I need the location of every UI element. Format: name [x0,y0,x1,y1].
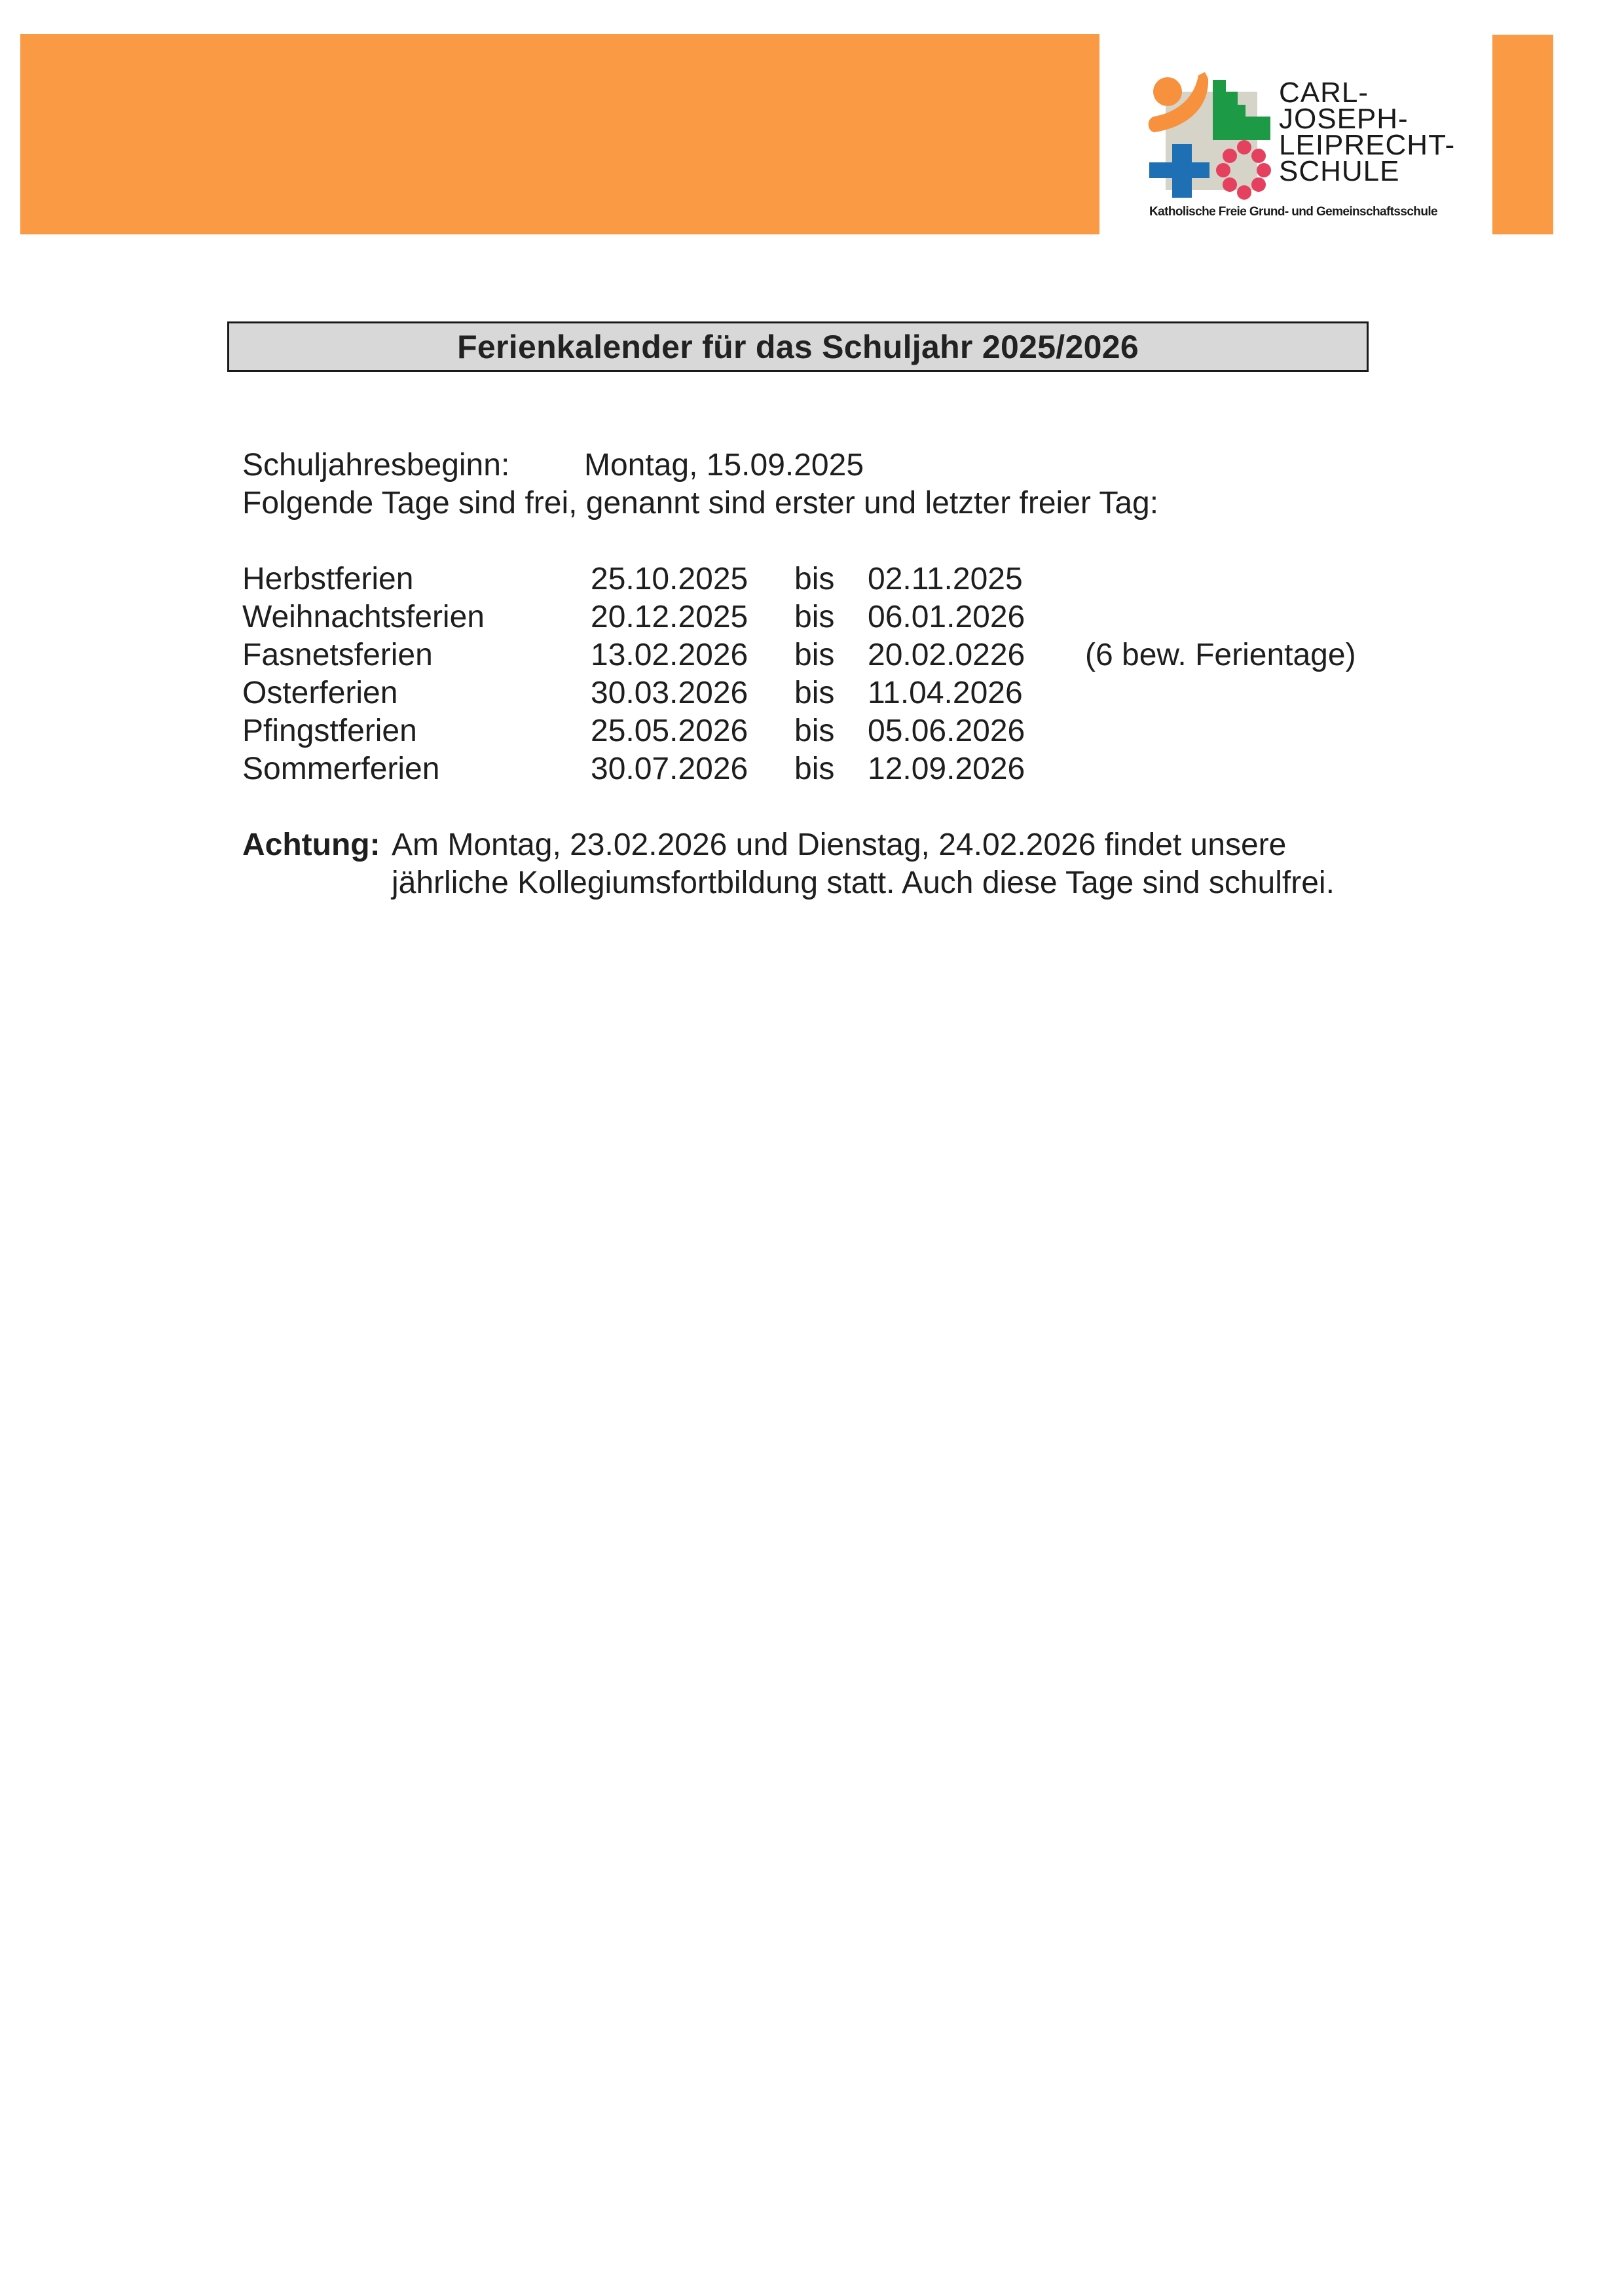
holiday-name: Sommerferien [242,752,440,786]
holiday-to: 02.11.2025 [868,562,1023,596]
holiday-name: Herbstferien [242,562,414,596]
holiday-from: 30.03.2026 [591,676,748,710]
holiday-row [242,712,1395,750]
holiday-name: Osterferien [242,676,398,710]
logo-green-steps [1213,80,1270,140]
title-box [227,321,1369,372]
notice-text [392,826,1335,902]
holiday-name: Fasnetsferien [242,638,433,672]
school-start-value: Montag, 15.09.2025 [584,448,864,483]
holiday-separator: bis [794,638,835,672]
school-name-line: LEIPRECHT- [1279,129,1456,161]
holiday-from: 25.05.2026 [591,714,748,748]
header-banner-left [20,34,1099,234]
holiday-name: Pfingstferien [242,714,417,748]
holiday-row [242,750,1395,788]
notice-label: Achtung: [242,828,380,862]
holiday-separator: bis [794,714,835,748]
school-logo-icon [1147,72,1272,200]
school-subtitle: Katholische Freie Grund- und Gemeinschaftsschule [1149,205,1437,219]
school-name [1279,77,1456,187]
notice-line: Am Montag, 23.02.2026 und Dienstag, 24.02.2026 findet unsere [392,828,1287,862]
holiday-to: 06.01.2026 [868,600,1025,634]
holiday-to: 05.06.2026 [868,714,1025,748]
holiday-from: 20.12.2025 [591,600,748,634]
holiday-to: 20.02.0226 [868,638,1025,672]
holiday-from: 25.10.2025 [591,562,748,596]
holiday-table [242,560,1395,788]
holiday-name: Weihnachtsferien [242,600,485,634]
holiday-from: 13.02.2026 [591,638,748,672]
holiday-separator: bis [794,562,835,596]
notice-line: jährliche Kollegiumsfortbildung statt. Auch diese Tage sind schulfrei. [392,866,1335,900]
holiday-row [242,598,1395,636]
holiday-separator: bis [794,676,835,710]
holiday-separator: bis [794,600,835,634]
holiday-row [242,674,1395,712]
school-name-line: SCHULE [1279,155,1400,187]
holiday-row [242,636,1395,674]
intro-text: Folgende Tage sind frei, genannt sind erster und letzter freier Tag: [242,486,1159,520]
school-start-label: Schuljahresbeginn: [242,448,510,483]
school-name-line: CARL- [1279,77,1369,109]
holiday-row [242,560,1395,598]
holiday-separator: bis [794,752,835,786]
page-title: Ferienkalender für das Schuljahr 2025/2026 [457,328,1139,365]
school-name-line: JOSEPH- [1279,103,1409,135]
holiday-to: 11.04.2026 [868,676,1023,710]
holiday-note: (6 bew. Ferientage) [1085,638,1356,672]
holiday-from: 30.07.2026 [591,752,748,786]
logo-orange-head [1153,77,1182,106]
header-banner-right [1492,35,1553,234]
holiday-to: 12.09.2026 [868,752,1025,786]
